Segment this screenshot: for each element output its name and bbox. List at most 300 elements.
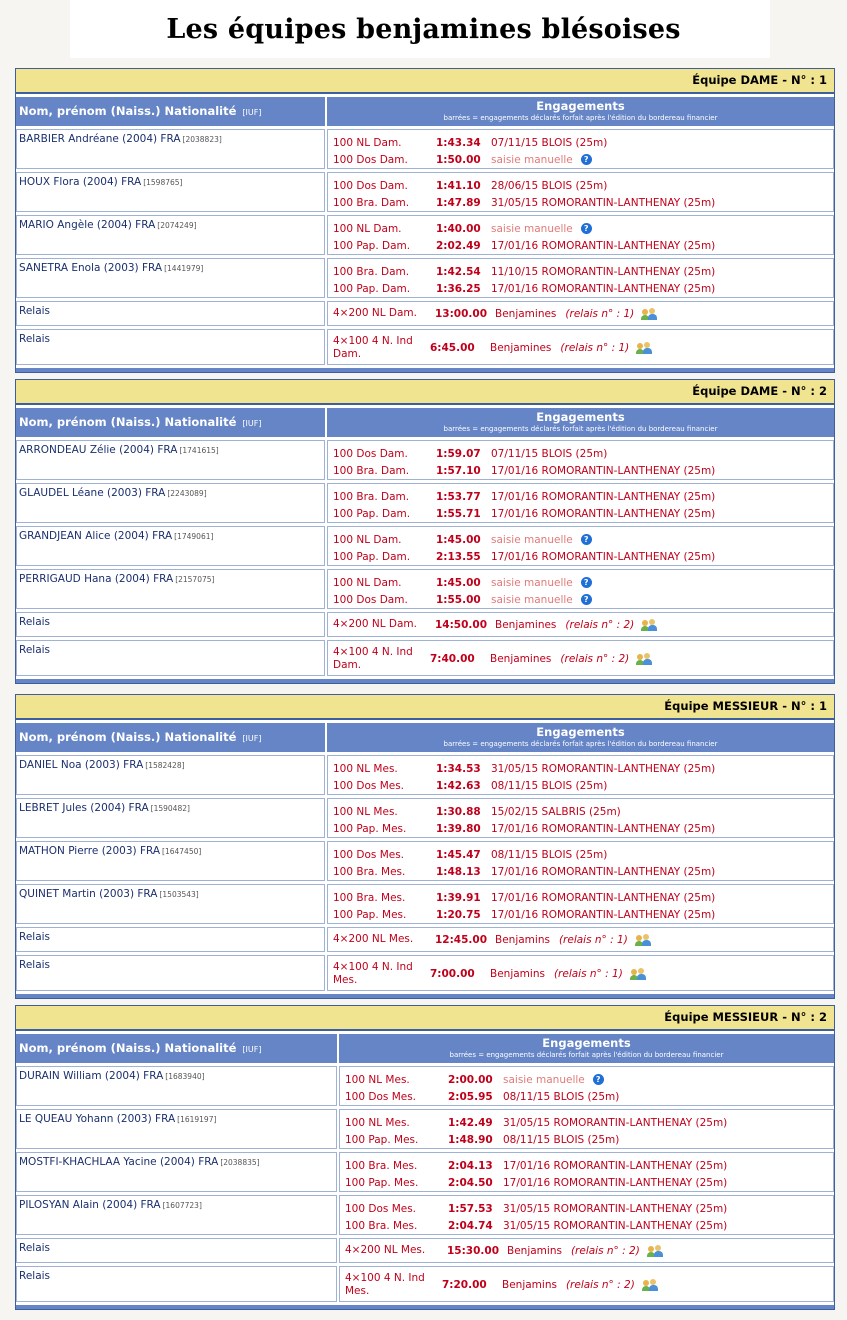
relay-row — [16, 612, 834, 637]
engagements-cell — [339, 1066, 834, 1106]
team-header — [16, 1006, 834, 1031]
help-icon[interactable]: ? — [581, 594, 592, 605]
event-time: 1:43.34 — [436, 136, 481, 149]
event-time: 1:55.00 — [436, 593, 481, 606]
relay-label-cell — [16, 301, 325, 326]
engagement-line — [333, 531, 833, 548]
column-header-engagements-note: barrées = engagements déclarés forfait après l'édition du bordereau financier — [449, 1051, 724, 1059]
event-info: 31/05/15 ROMORANTIN-LANTHENAY (25m) — [503, 1116, 728, 1129]
event-name: 100 NL Dam. — [333, 136, 402, 149]
swimmer-row — [16, 1109, 834, 1149]
page-title: Les équipes benjamines blésoises — [166, 14, 681, 45]
event-info: 17/01/16 ROMORANTIN-LANTHENAY (25m) — [491, 239, 716, 252]
column-header-engagements-label: Engagements — [536, 725, 625, 739]
event-info: 17/01/16 ROMORANTIN-LANTHENAY (25m) — [491, 507, 716, 520]
engagements-cell — [327, 841, 834, 881]
swimmer-row — [16, 258, 834, 298]
swimmer-name: DURAIN William (2004) FRA — [19, 1070, 164, 1082]
event-time: 1:42.63 — [436, 779, 481, 792]
swimmer-row — [16, 1066, 834, 1106]
event-name: 100 Dos Dam. — [333, 593, 408, 606]
event-info: 08/11/15 BLOIS (25m) — [491, 848, 608, 861]
engagement-line — [333, 280, 833, 297]
relay-event: 4×100 4 N. Ind Dam. — [333, 335, 413, 360]
event-time: 2:04.13 — [448, 1159, 493, 1172]
event-info: 08/11/15 BLOIS (25m) — [491, 779, 608, 792]
engagement-line — [333, 906, 833, 923]
column-header-swimmer — [16, 408, 325, 437]
swimmer-row — [16, 215, 834, 255]
event-name: 100 NL Mes. — [333, 762, 398, 775]
relay-row — [16, 927, 834, 952]
relay-row — [16, 301, 834, 326]
event-info: 17/01/16 ROMORANTIN-LANTHENAY (25m) — [491, 891, 716, 904]
relay-label-cell — [16, 1266, 337, 1302]
relay-time: 13:00.00 — [435, 307, 488, 320]
event-info: 17/01/16 ROMORANTIN-LANTHENAY (25m) — [491, 282, 716, 295]
relay-label: Relais — [19, 644, 51, 656]
event-name: 100 NL Dam. — [333, 222, 402, 235]
engagement-line — [333, 151, 833, 168]
event-time: 1:45.00 — [436, 576, 481, 589]
team-label: Équipe MESSIEUR - N° : 1 — [664, 699, 827, 713]
event-name: 100 NL Mes. — [345, 1073, 410, 1086]
relay-event: 4×200 NL Mes. — [345, 1244, 426, 1256]
engagements-cell — [327, 258, 834, 298]
engagement-line — [333, 820, 833, 837]
event-time: 1:59.07 — [436, 447, 481, 460]
relay-number: (relais n° : 1) — [553, 968, 623, 980]
swimmer-cell — [16, 798, 325, 838]
engagements-cell — [327, 129, 834, 169]
swimmer-cell — [16, 1066, 337, 1106]
engagement-line — [333, 591, 833, 608]
relay-label-cell — [16, 612, 325, 637]
event-info: saisie manuelle — [503, 1073, 585, 1086]
relay-time: 15:30.00 — [447, 1244, 500, 1257]
swimmer-name: SANETRA Enola (2003) FRA — [19, 262, 163, 274]
event-time: 1:40.00 — [436, 222, 481, 235]
engagement-line — [333, 760, 833, 777]
relay-category: Benjamins — [507, 1244, 562, 1257]
column-header-engagements-note: barrées = engagements déclarés forfait après l'édition du bordereau financier — [443, 740, 718, 748]
column-header-swimmer — [16, 723, 325, 752]
column-header-swimmer — [16, 97, 325, 126]
swimmer-name: GRANDJEAN Alice (2004) FRA — [19, 530, 173, 542]
help-icon[interactable]: ? — [581, 577, 592, 588]
engagements-cell — [339, 1195, 834, 1235]
column-header-swimmer — [16, 1034, 337, 1063]
engagements-cell — [327, 884, 834, 924]
event-info: 07/11/15 BLOIS (25m) — [491, 136, 608, 149]
relay-cell — [327, 329, 834, 365]
swimmer-name: PERRIGAUD Hana (2004) FRA — [19, 573, 174, 585]
swimmer-name: MARIO Angèle (2004) FRA — [19, 219, 156, 231]
event-name: 100 NL Dam. — [333, 533, 402, 546]
event-time: 2:04.74 — [448, 1219, 493, 1232]
engagement-line — [333, 889, 833, 906]
event-info: 07/11/15 BLOIS (25m) — [491, 447, 608, 460]
engagement-line — [333, 574, 833, 591]
event-info: 08/11/15 BLOIS (25m) — [503, 1090, 620, 1103]
event-time: 1:47.89 — [436, 196, 481, 209]
event-name: 100 Bra. Dam. — [333, 265, 410, 278]
swimmer-cell — [16, 884, 325, 924]
swimmer-iuf: [1619197] — [177, 1115, 217, 1124]
team-members-icon[interactable] — [630, 968, 646, 980]
event-info: 08/11/15 BLOIS (25m) — [503, 1133, 620, 1146]
engagement-line — [333, 863, 833, 880]
event-name: 100 Pap. Dam. — [333, 550, 411, 563]
swimmer-row — [16, 1152, 834, 1192]
team-members-icon[interactable] — [636, 653, 652, 665]
team-header — [16, 380, 834, 405]
team-footer — [16, 679, 834, 683]
column-header-iuf: [IUF] — [242, 1045, 262, 1054]
swimmer-name: ARRONDEAU Zélie (2004) FRA — [19, 444, 178, 456]
event-info: saisie manuelle — [491, 533, 573, 546]
relay-time: 7:00.00 — [430, 968, 475, 980]
relay-number: (relais n° : 2) — [560, 653, 630, 665]
help-icon[interactable]: ? — [581, 223, 592, 234]
event-time: 1:50.00 — [436, 153, 481, 166]
swimmer-name: LE QUEAU Yohann (2003) FRA — [19, 1113, 176, 1125]
event-time: 1:57.10 — [436, 464, 481, 477]
event-info: saisie manuelle — [491, 153, 573, 166]
swimmer-row — [16, 755, 834, 795]
event-info: 17/01/16 ROMORANTIN-LANTHENAY (25m) — [491, 865, 716, 878]
column-header-engagements-label: Engagements — [536, 99, 625, 113]
relay-label: Relais — [19, 1270, 51, 1282]
engagement-line — [333, 846, 833, 863]
swimmer-cell — [16, 526, 325, 566]
event-name: 100 Pap. Mes. — [333, 908, 407, 921]
relay-label-cell — [16, 1238, 337, 1263]
column-header-swimmer-label: Nom, prénom (Naiss.) Nationalité — [19, 1041, 237, 1055]
event-name: 100 Bra. Mes. — [333, 891, 406, 904]
engagement-line — [333, 134, 833, 151]
event-info: saisie manuelle — [491, 576, 573, 589]
swimmer-cell — [16, 1109, 337, 1149]
column-header-engagements-label: Engagements — [536, 410, 625, 424]
event-info: saisie manuelle — [491, 222, 573, 235]
swimmer-iuf: [1590482] — [150, 804, 190, 813]
swimmer-cell — [16, 215, 325, 255]
event-info: 31/05/15 ROMORANTIN-LANTHENAY (25m) — [503, 1202, 728, 1215]
swimmer-name: LEBRET Jules (2004) FRA — [19, 802, 149, 814]
swimmer-iuf: [2038823] — [182, 135, 222, 144]
column-header-engagements — [327, 97, 834, 126]
engagements-cell — [327, 440, 834, 480]
event-info: 31/05/15 ROMORANTIN-LANTHENAY (25m) — [491, 762, 716, 775]
swimmer-iuf: [2157075] — [175, 575, 215, 584]
engagement-line — [333, 237, 833, 254]
event-name: 100 Pap. Mes. — [345, 1176, 419, 1189]
relay-label-cell — [16, 955, 325, 991]
team-header — [16, 69, 834, 94]
relay-event: 4×100 4 N. Ind Dam. — [333, 646, 413, 671]
engagements-cell — [339, 1152, 834, 1192]
relay-line — [345, 1244, 833, 1257]
swimmer-cell — [16, 1195, 337, 1235]
swimmer-name: GLAUDEL Léane (2003) FRA — [19, 487, 166, 499]
event-name: 100 Dos Mes. — [333, 779, 405, 792]
engagement-line — [345, 1114, 833, 1131]
team-label: Équipe MESSIEUR - N° : 2 — [664, 1010, 827, 1024]
engagement-line — [333, 777, 833, 794]
column-header-iuf: [IUF] — [242, 108, 262, 117]
event-info: saisie manuelle — [491, 593, 573, 606]
swimmer-row — [16, 569, 834, 609]
event-time: 1:57.53 — [448, 1202, 493, 1215]
column-header-iuf: [IUF] — [242, 419, 262, 428]
relay-label: Relais — [19, 305, 51, 317]
relay-label: Relais — [19, 959, 51, 971]
event-name: 100 Pap. Mes. — [345, 1133, 419, 1146]
swimmer-row — [16, 841, 834, 881]
event-info: 17/01/16 ROMORANTIN-LANTHENAY (25m) — [491, 908, 716, 921]
event-info: 17/01/16 ROMORANTIN-LANTHENAY (25m) — [491, 490, 716, 503]
swimmer-row — [16, 172, 834, 212]
engagement-line — [333, 263, 833, 280]
engagement-line — [345, 1217, 833, 1234]
team-footer — [16, 1305, 834, 1309]
relay-event: 4×200 NL Mes. — [333, 933, 414, 945]
relay-category: Benjamins — [502, 1279, 557, 1291]
relay-number: (relais n° : 1) — [558, 933, 628, 946]
column-header-engagements-note: barrées = engagements déclarés forfait après l'édition du bordereau financier — [443, 114, 718, 122]
relay-category: Benjamins — [490, 968, 545, 980]
engagements-cell — [327, 798, 834, 838]
event-info: 17/01/16 ROMORANTIN-LANTHENAY (25m) — [491, 822, 716, 835]
event-name: 100 Bra. Dam. — [333, 464, 410, 477]
relay-row — [16, 640, 834, 676]
swimmer-name: MATHON Pierre (2003) FRA — [19, 845, 161, 857]
team-table — [15, 694, 835, 999]
relay-line — [333, 307, 833, 320]
swimmer-row — [16, 798, 834, 838]
swimmer-name: PILOSYAN Alain (2004) FRA — [19, 1199, 161, 1211]
event-time: 2:13.55 — [436, 550, 481, 563]
event-info: 15/02/15 SALBRIS (25m) — [491, 805, 621, 818]
event-time: 2:05.95 — [448, 1090, 493, 1103]
column-header-engagements — [327, 408, 834, 437]
team-members-icon[interactable] — [642, 1279, 658, 1291]
engagement-line — [345, 1174, 833, 1191]
relay-cell — [339, 1266, 834, 1302]
relay-category: Benjamines — [495, 618, 557, 631]
engagement-line — [345, 1088, 833, 1105]
team-table — [15, 68, 835, 373]
relay-cell — [339, 1238, 834, 1263]
event-info: 17/01/16 ROMORANTIN-LANTHENAY (25m) — [503, 1176, 728, 1189]
event-time: 1:41.10 — [436, 179, 481, 192]
swimmer-iuf: [1441979] — [164, 264, 204, 273]
swimmer-row — [16, 526, 834, 566]
swimmer-cell — [16, 483, 325, 523]
engagements-cell — [327, 526, 834, 566]
column-header-swimmer-label: Nom, prénom (Naiss.) Nationalité — [19, 415, 237, 429]
column-header-iuf: [IUF] — [242, 734, 262, 743]
relay-time: 6:45.00 — [430, 342, 475, 354]
relay-category: Benjamins — [495, 933, 550, 946]
event-name: 100 Pap. Dam. — [333, 282, 411, 295]
event-name: 100 NL Dam. — [333, 576, 402, 589]
relay-event: 4×200 NL Dam. — [333, 307, 417, 319]
swimmer-iuf: [1647450] — [162, 847, 202, 856]
team-footer — [16, 994, 834, 998]
relay-category: Benjamines — [495, 307, 557, 320]
swimmer-iuf: [1741615] — [179, 446, 219, 455]
column-header-row — [16, 1034, 834, 1063]
relay-label-cell — [16, 640, 325, 676]
relay-number: (relais n° : 2) — [565, 618, 635, 631]
swimmer-iuf: [2074249] — [157, 221, 197, 230]
relay-event: 4×100 4 N. Ind Mes. — [345, 1272, 425, 1297]
engagements-cell — [339, 1109, 834, 1149]
column-header-engagements-note: barrées = engagements déclarés forfait après l'édition du bordereau financier — [443, 425, 718, 433]
engagement-line — [333, 177, 833, 194]
swimmer-name: MOSTFI-KHACHLAA Yacine (2004) FRA — [19, 1156, 219, 1168]
event-name: 100 Dos Mes. — [345, 1090, 417, 1103]
swimmer-cell — [16, 755, 325, 795]
engagement-line — [345, 1200, 833, 1217]
swimmer-iuf: [1749061] — [174, 532, 214, 541]
relay-row — [16, 955, 834, 991]
engagement-line — [333, 488, 833, 505]
event-time: 1:45.00 — [436, 533, 481, 546]
event-time: 1:36.25 — [436, 282, 481, 295]
event-name: 100 Bra. Dam. — [333, 490, 410, 503]
swimmer-iuf: [2038835] — [220, 1158, 260, 1167]
event-name: 100 Bra. Dam. — [333, 196, 410, 209]
column-header-swimmer-label: Nom, prénom (Naiss.) Nationalité — [19, 730, 237, 744]
swimmer-cell — [16, 569, 325, 609]
column-header-engagements — [327, 723, 834, 752]
swimmer-row — [16, 483, 834, 523]
relay-cell — [327, 301, 834, 326]
swimmer-iuf: [1503543] — [159, 890, 199, 899]
relay-cell — [327, 955, 834, 991]
event-name: 100 Dos Dam. — [333, 153, 408, 166]
column-header-swimmer-label: Nom, prénom (Naiss.) Nationalité — [19, 104, 237, 118]
team-members-icon[interactable] — [647, 1245, 663, 1257]
team-members-icon[interactable] — [636, 342, 652, 354]
relay-row — [16, 1238, 834, 1263]
relay-line — [333, 646, 833, 672]
engagement-line — [333, 803, 833, 820]
event-time: 1:55.71 — [436, 507, 481, 520]
relay-event: 4×200 NL Dam. — [333, 618, 417, 630]
engagement-line — [345, 1131, 833, 1148]
event-time: 1:34.53 — [436, 762, 481, 775]
engagements-cell — [327, 755, 834, 795]
relay-label: Relais — [19, 931, 51, 943]
column-header-row — [16, 408, 834, 437]
team-table — [15, 379, 835, 684]
event-name: 100 Bra. Mes. — [333, 865, 406, 878]
relay-label-cell — [16, 927, 325, 952]
event-info: 28/06/15 BLOIS (25m) — [491, 179, 608, 192]
relay-line — [333, 961, 833, 987]
team-table — [15, 1005, 835, 1310]
event-info: 11/10/15 ROMORANTIN-LANTHENAY (25m) — [491, 265, 716, 278]
help-icon[interactable]: ? — [593, 1074, 604, 1085]
team-members-icon[interactable] — [635, 934, 651, 946]
engagement-line — [333, 445, 833, 462]
swimmer-cell — [16, 841, 325, 881]
swimmer-row — [16, 129, 834, 169]
engagement-line — [333, 505, 833, 522]
event-time: 1:39.91 — [436, 891, 481, 904]
relay-line — [333, 933, 833, 946]
event-name: 100 Bra. Mes. — [345, 1159, 418, 1172]
swimmer-cell — [16, 258, 325, 298]
event-name: 100 Dos Mes. — [345, 1202, 417, 1215]
swimmer-cell — [16, 440, 325, 480]
swimmer-iuf: [2243089] — [167, 489, 207, 498]
engagements-cell — [327, 569, 834, 609]
event-name: 100 Dos Dam. — [333, 447, 408, 460]
engagement-line — [333, 220, 833, 237]
relay-cell — [327, 612, 834, 637]
help-icon[interactable]: ? — [581, 534, 592, 545]
help-icon[interactable]: ? — [581, 154, 592, 165]
relay-line — [333, 618, 833, 631]
relay-number: (relais n° : 1) — [565, 307, 635, 320]
event-name: 100 Pap. Dam. — [333, 239, 411, 252]
swimmer-name: DANIEL Noa (2003) FRA — [19, 759, 144, 771]
engagement-line — [345, 1157, 833, 1174]
swimmer-iuf: [1607723] — [162, 1201, 202, 1210]
team-members-icon[interactable] — [641, 308, 657, 320]
event-time: 1:42.54 — [436, 265, 481, 278]
relay-cell — [327, 640, 834, 676]
engagement-line — [345, 1071, 833, 1088]
event-name: 100 Dos Mes. — [333, 848, 405, 861]
team-footer — [16, 368, 834, 372]
team-label: Équipe DAME - N° : 2 — [692, 384, 827, 398]
column-header-engagements — [339, 1034, 834, 1063]
relay-number: (relais n° : 1) — [560, 342, 630, 354]
relay-label: Relais — [19, 333, 51, 345]
column-header-engagements-label: Engagements — [542, 1036, 631, 1050]
swimmer-iuf: [1598765] — [143, 178, 183, 187]
swimmer-iuf: [1582428] — [145, 761, 185, 770]
engagements-cell — [327, 483, 834, 523]
event-time: 1:39.80 — [436, 822, 481, 835]
swimmer-cell — [16, 129, 325, 169]
event-time: 1:45.47 — [436, 848, 481, 861]
event-time: 2:02.49 — [436, 239, 481, 252]
relay-label: Relais — [19, 1242, 51, 1254]
engagement-line — [333, 548, 833, 565]
event-name: 100 Bra. Mes. — [345, 1219, 418, 1232]
event-name: 100 Dos Dam. — [333, 179, 408, 192]
relay-time: 7:20.00 — [442, 1279, 487, 1291]
swimmer-row — [16, 884, 834, 924]
team-members-icon[interactable] — [641, 619, 657, 631]
event-info: 31/05/15 ROMORANTIN-LANTHENAY (25m) — [503, 1219, 728, 1232]
event-time: 1:53.77 — [436, 490, 481, 503]
swimmer-row — [16, 440, 834, 480]
relay-row — [16, 329, 834, 365]
event-name: 100 Pap. Dam. — [333, 507, 411, 520]
event-info: 17/01/16 ROMORANTIN-LANTHENAY (25m) — [491, 464, 716, 477]
swimmer-name: HOUX Flora (2004) FRA — [19, 176, 142, 188]
event-time: 1:20.75 — [436, 908, 481, 921]
engagements-cell — [327, 172, 834, 212]
